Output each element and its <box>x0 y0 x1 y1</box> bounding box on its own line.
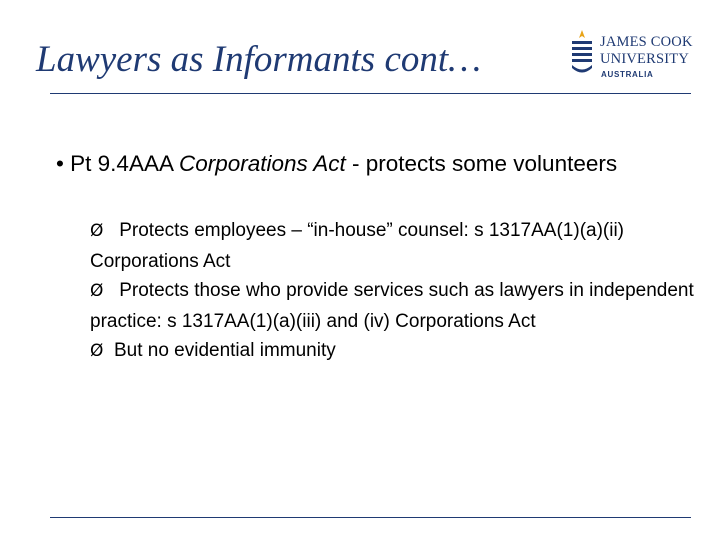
sub-bullet-list <box>90 216 700 367</box>
jcu-logo <box>570 30 694 88</box>
bullet-text-part2: - protects some volunteers <box>345 151 618 176</box>
logo-text-line1: JAMES COOK <box>600 34 693 50</box>
logo-text-line2: UNIVERSITY <box>600 51 689 67</box>
main-bullet <box>56 150 676 177</box>
footer-divider <box>50 517 691 518</box>
jcu-crest-icon <box>570 30 594 76</box>
sub-bullet-item <box>90 276 700 336</box>
bullet-marker: • <box>56 151 64 176</box>
arrow-bullet-icon: Ø <box>90 341 104 361</box>
slide-title: Lawyers as Informants cont… <box>36 39 482 80</box>
sub-bullet-text: Protects those who provide services such as lawyers in independent practice: s 1317AA(1)(a)(iii) and (iv) Corporations Act <box>90 280 694 332</box>
sub-bullet-text: Protects employees – “in-house” counsel: s 1317AA(1)(a)(ii) Corporations Act <box>90 220 625 272</box>
sub-bullet-item <box>90 216 700 276</box>
bullet-text-italic: Corporations Act <box>178 151 346 176</box>
arrow-bullet-icon: Ø <box>90 281 104 301</box>
sub-bullet-item <box>90 336 700 367</box>
logo-text-line3: AUSTRALIA <box>601 70 654 79</box>
sub-bullet-text: But no evidential immunity <box>113 340 336 361</box>
title-divider <box>50 93 691 94</box>
bullet-text-part1: Pt 9.4AAA <box>70 151 179 176</box>
arrow-bullet-icon: Ø <box>90 221 104 241</box>
